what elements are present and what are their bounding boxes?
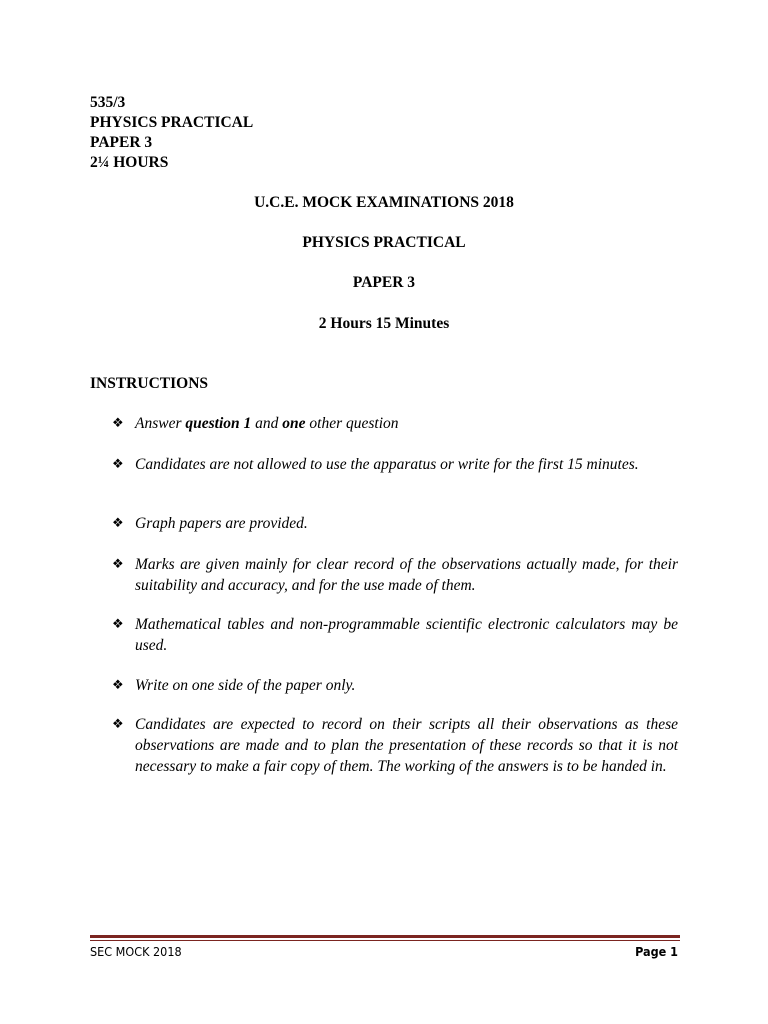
instruction-item	[112, 413, 678, 434]
duration-title: 2 Hours 15 Minutes	[318, 315, 450, 332]
page-number: Page 1	[635, 944, 678, 959]
instruction-item	[112, 714, 678, 777]
instruction-text: Candidates are not allowed to use the apparatus or write for the first 15 minutes.	[135, 456, 639, 473]
exam-title: U.C.E. MOCK EXAMINATIONS 2018	[254, 194, 514, 211]
instruction-item	[112, 513, 678, 534]
instruction-text-part: other question	[305, 415, 399, 432]
bullet-diamond-icon: ❖	[112, 617, 124, 632]
bullet-diamond-icon: ❖	[112, 416, 124, 431]
instruction-text-part: and	[251, 415, 283, 432]
paper-header	[90, 93, 253, 173]
bullet-diamond-icon: ❖	[112, 516, 124, 531]
paper-number: PAPER 3	[90, 134, 153, 151]
paper-code: 535/3	[90, 94, 126, 111]
instructions-heading: INSTRUCTIONS	[90, 375, 209, 392]
bullet-diamond-icon: ❖	[112, 457, 124, 472]
footer-rule-thin	[90, 940, 680, 941]
instruction-text: Write on one side of the paper only.	[135, 677, 356, 694]
instruction-text	[135, 413, 678, 434]
instruction-emphasis: question 1	[185, 415, 252, 432]
instruction-item	[112, 454, 678, 475]
instruction-text: Candidates are expected to record on their scripts all their observations as these observations are made and to plan the presentation of these records so that it is not necessary to make a fair copy of them. The working of the answers is to be handed in.	[135, 716, 678, 775]
instruction-text: Mathematical tables and non-programmable scientific electronic calculators may be used.	[135, 616, 678, 654]
bullet-diamond-icon: ❖	[112, 678, 124, 693]
bullet-diamond-icon: ❖	[112, 557, 124, 572]
subject-title: PHYSICS PRACTICAL	[302, 234, 466, 251]
instruction-item	[112, 675, 678, 696]
paper-subject: PHYSICS PRACTICAL	[90, 114, 254, 131]
instruction-text: Graph papers are provided.	[135, 515, 308, 532]
instruction-text-part: Answer	[135, 415, 186, 432]
instruction-item	[112, 554, 678, 596]
instruction-emphasis: one	[282, 415, 306, 432]
footer-label: SEC MOCK 2018	[90, 944, 182, 959]
instruction-item	[112, 614, 678, 656]
footer-rule	[90, 935, 680, 938]
bullet-diamond-icon: ❖	[112, 717, 124, 732]
paper-title: PAPER 3	[352, 274, 416, 291]
instruction-text: Marks are given mainly for clear record of the observations actually made, for their suitability and accuracy, and for the use made of them.	[135, 556, 678, 594]
paper-duration: 2¼ HOURS	[90, 154, 169, 171]
